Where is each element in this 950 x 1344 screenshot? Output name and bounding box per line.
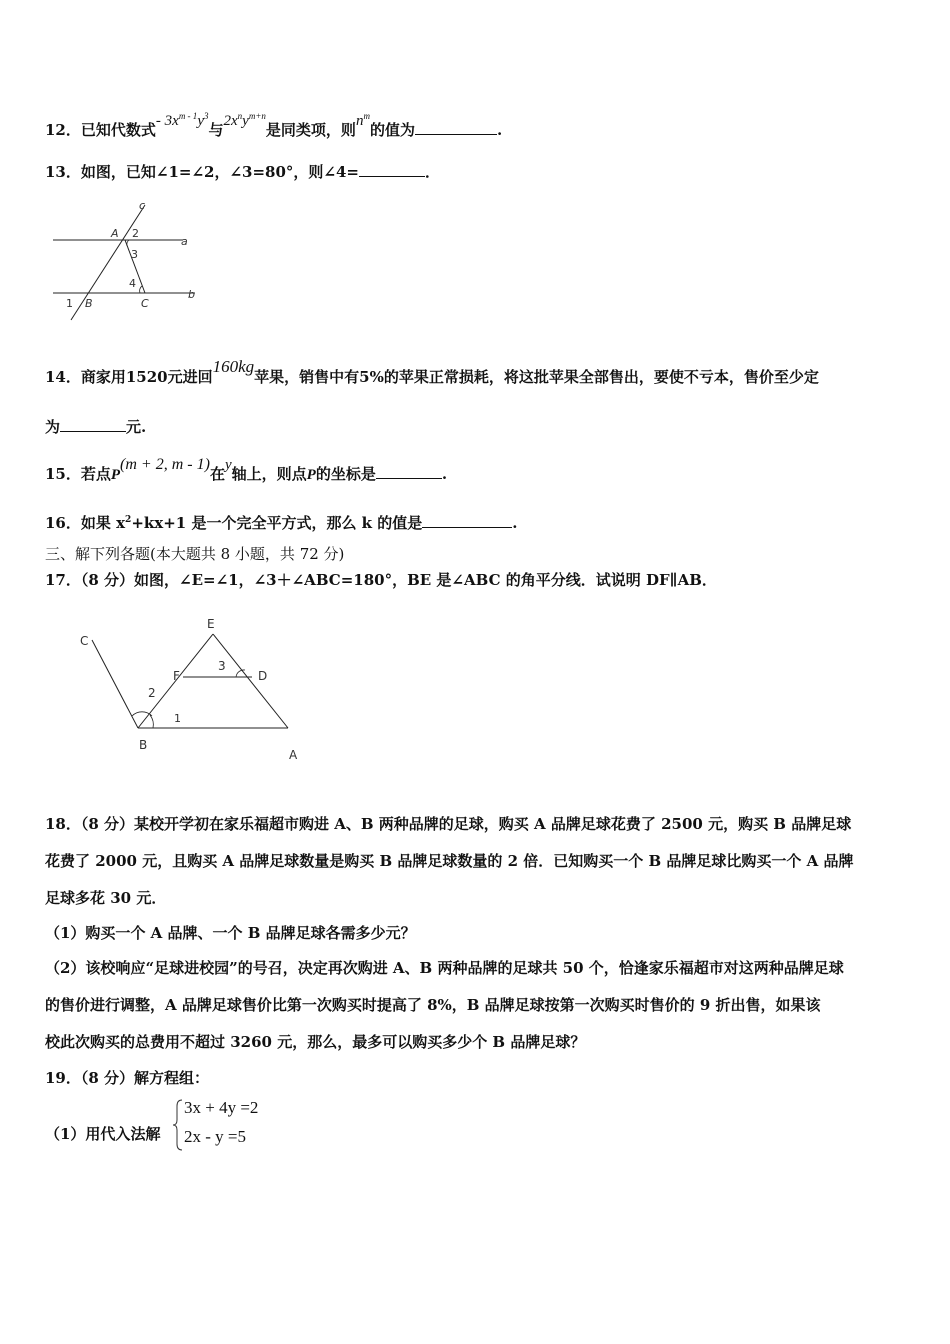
question-15: 15．若点P(m + 2, m - 1)在y轴上，则点P的坐标是 . (45, 456, 448, 483)
question-16: 16．如果 $x^2+kx+1$ 是一个完全平方式，那么 k 的值是 . (45, 514, 518, 532)
question-18-line-1: 18．（8 分）某校开学初在家乐福超市购进 A、B 两种品牌的足球，购买 A 品牌足球花费了 2500 元，购买 B 品牌足球 (45, 815, 852, 833)
label-2: 2 (132, 227, 139, 240)
answer-blank[interactable] (415, 120, 497, 135)
label-B: B (85, 297, 93, 310)
question-18-part-2-line-1: （2）该校响应“足球进校园”的号召，决定再次购进 A、B 两种品牌的足球共 50 个，恰逢家乐福超市对这两种品牌足球 (45, 959, 844, 977)
expr-2: $2x^ny^{m+n}$ (223, 111, 266, 129)
question-18-line-2: 花费了 2000 元，且购买 A 品牌足球数量是购买 B 品牌足球数量的 2 倍．已知购买一个 B 品牌足球比购买一个 A 品牌 (45, 852, 854, 870)
label-a: a (181, 235, 188, 248)
angle-arc-b (132, 712, 152, 716)
question-19-part-1: （1）用代入法解 (45, 1125, 161, 1143)
label-D: D (258, 669, 268, 683)
section-3-title: 三、解下列各题(本大题共 8 小题，共 72 分) (45, 545, 345, 563)
answer-blank[interactable] (376, 464, 442, 479)
label-A: A (289, 748, 298, 762)
answer-blank[interactable] (60, 417, 126, 432)
answer-blank[interactable] (359, 162, 425, 177)
axis-var: y (224, 457, 232, 473)
line-bc (92, 640, 138, 728)
question-18-line-3: 足球多花 30 元． (45, 889, 167, 907)
label-F: F (173, 669, 180, 683)
equation-1: 3x + 4y =2 (184, 1098, 259, 1117)
question-13: 13．如图，已知∠1=∠2，∠3=80°，则∠4= ． (45, 163, 440, 181)
label-A: A (111, 227, 119, 240)
mass-expr: 160kg (212, 357, 255, 376)
equation-2: 2x - y =5 (184, 1127, 246, 1146)
answer-blank[interactable] (422, 513, 512, 528)
line-ea (213, 634, 288, 728)
label-E: E (207, 617, 215, 631)
question-12: 12．已知代数式- $3x^{m - 1}y^3$与$2x^ny^{m+n}$是同类项，则$n^m$的值为 . (45, 111, 503, 139)
question-18-part-2-line-3: 校此次购买的总费用不超过 3260 元，那么，最多可以购买多少个 B 品牌足球？ (45, 1033, 586, 1051)
q13-figure (45, 195, 215, 325)
label-4: 4 (129, 277, 136, 290)
question-19: 19．（8 分）解方程组： (45, 1069, 210, 1087)
question-14-cont: 为 元. (45, 418, 147, 436)
label-C: C (141, 297, 149, 310)
angle-arc-4 (140, 286, 142, 293)
angle-arc-3 (236, 670, 245, 677)
question-18-part-2-line-2: 的售价进行调整，A 品牌足球售价比第一次购买时提高了 8%，B 品牌足球按第一次购买时售价的 9 折出售，如果该 (45, 996, 821, 1014)
expr-1: - $3x^{m - 1}y^3$ (155, 111, 209, 129)
question-14: 14．商家用1520元进回160kg苹果，销售中有5%的苹果正常损耗，将这批苹果全部售出，要使不亏本，售价至少定 (45, 357, 819, 386)
label-3: 3 (131, 248, 138, 261)
label-C: C (80, 634, 89, 648)
point-coords: (m + 2, m - 1) (120, 456, 210, 473)
q17-figure (70, 612, 310, 772)
label-3: 3 (218, 659, 226, 673)
label-1: 1 (66, 297, 73, 310)
label-c: c (139, 199, 146, 212)
label-B: B (139, 738, 148, 752)
label-2: 2 (148, 686, 156, 700)
angle-arc-1 (150, 715, 153, 728)
label-b: b (188, 288, 195, 301)
label-1: 1 (174, 712, 181, 725)
question-18-part-1: （1）购买一个 A 品牌、一个 B 品牌足球各需多少元？ (45, 924, 416, 942)
angle-arc-2 (127, 240, 129, 246)
question-17: 17．（8 分）如图，∠E=∠1，∠3＋∠ABC=180°，BE 是∠ABC 的角平分线．试说明 DF∥AB． (45, 571, 717, 589)
expr-3: $n^m$ (355, 111, 370, 129)
brace-path (173, 1100, 182, 1150)
equation-brace (172, 1098, 184, 1152)
